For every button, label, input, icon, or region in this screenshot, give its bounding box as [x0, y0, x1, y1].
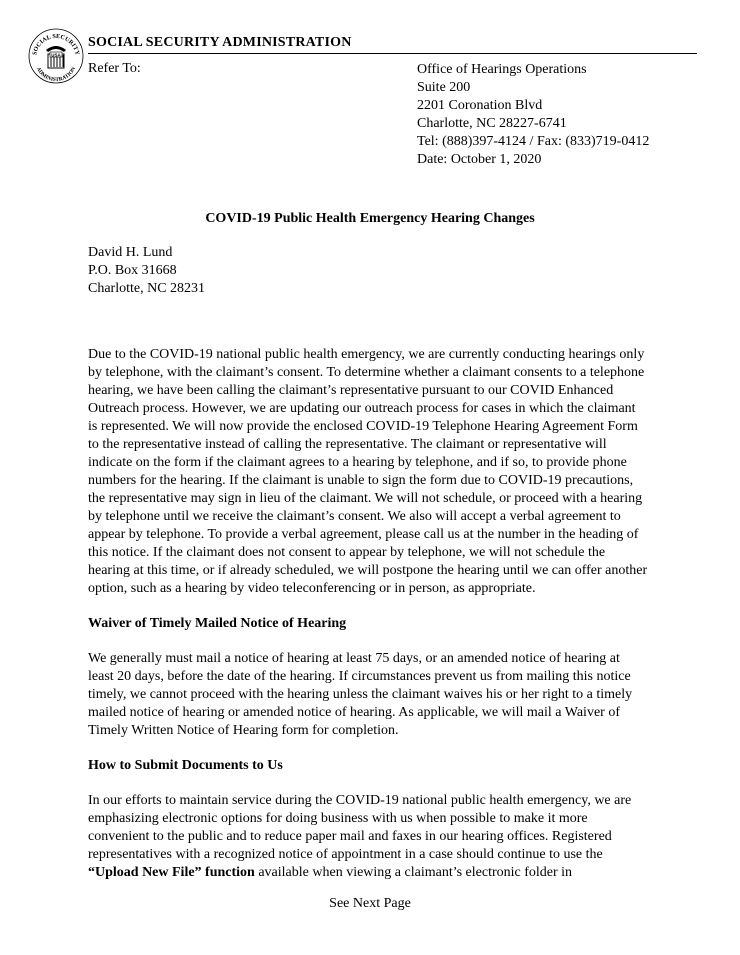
letter-subject: COVID-19 Public Health Emergency Hearing Changes — [205, 211, 535, 226]
svg-text:SOCIAL SECURITY: SOCIAL SECURITY — [31, 32, 81, 56]
ssa-seal-logo — [28, 28, 84, 84]
office-suite: Suite 200 — [417, 80, 471, 95]
office-phone-fax: Tel: (888)397-4124 / Fax: (833)719-0412 — [417, 134, 650, 149]
addressee-po-box: P.O. Box 31668 — [88, 263, 177, 278]
submit-text-end: available when viewing a claimant’s electronic folder in — [254, 865, 573, 880]
office-name: Office of Hearings Operations — [417, 62, 587, 77]
submit-paragraph — [88, 792, 648, 882]
office-city: Charlotte, NC 28227-6741 — [417, 116, 567, 131]
office-address-block — [417, 61, 649, 169]
refer-to-label: Refer To: — [88, 61, 141, 76]
letter-date: Date: October 1, 2020 — [417, 152, 542, 167]
continuation-note: See Next Page — [329, 896, 411, 911]
agency-name: SOCIAL SECURITY ADMINISTRATION — [88, 35, 352, 50]
addressee-city: Charlotte, NC 28231 — [88, 281, 206, 296]
svg-text:ADMINISTRATION: ADMINISTRATION — [34, 66, 78, 84]
submit-text-start: In our efforts to maintain service during the COVID-19 national public health emergency, we are emphasizing electronic options for doing business with us when possible to make it more convenient to the public and to reduce paper mail and faxes in our hearing offices. Registered representatives with a recognized notice of appointment in a case should continue to use the — [88, 793, 632, 862]
letter-body — [88, 346, 648, 899]
intro-paragraph: Due to the COVID-19 national public health emergency, we are currently conducting hearings only by telephone, with the claimant’s consent. To determine whether a claimant consents to a telephone hearing, we have been calling the claimant’s representative pursuant to our COVID Enhanced Outreach process. However, we are updating our outreach process for cases in which the claimant is represented. We will now provide the enclosed COVID-19 Telephone Hearing Agreement Form to the representative instead of calling the representative. The claimant or representative will indicate on the form if the claimant agrees to a hearing by telephone, and if so, to provide phone numbers for the hearing. If the claimant is unable to sign the form due to COVID-19 precautions, the representative may sign in lieu of the claimant. We will not schedule, or proceed with a hearing by telephone until we receive the claimant’s consent. We also will accept a verbal agreement to appear by telephone. To provide a verbal agreement, please call us at the number in the heading of this notice. If the claimant does not consent to appear by telephone, we will not schedule the hearing at this time, or if already scheduled, we will postpone the hearing until we can offer another option, such as a hearing by video teleconferencing or in person, as appropriate. — [88, 347, 648, 596]
header-divider — [88, 53, 697, 54]
submit-heading: How to Submit Documents to Us — [88, 758, 283, 773]
upload-function-name: “Upload New File” function — [88, 865, 255, 880]
addressee-block — [88, 244, 205, 298]
office-street: 2201 Coronation Blvd — [417, 98, 543, 113]
waiver-heading: Waiver of Timely Mailed Notice of Hearing — [88, 616, 347, 631]
svg-text:USA: USA — [51, 52, 61, 58]
addressee-name: David H. Lund — [88, 245, 173, 260]
waiver-paragraph: We generally must mail a notice of hearing at least 75 days, or an amended notice of hearing at least 20 days, before the date of the hearing. If circumstances prevent us from mailing this notice timely, we cannot proceed with the hearing unless the claimant waives his or her right to a timely mailed notice of hearing or amended notice of hearing. As applicable, we will mail a Waiver of Timely Written Notice of Hearing form for completion. — [88, 651, 633, 738]
